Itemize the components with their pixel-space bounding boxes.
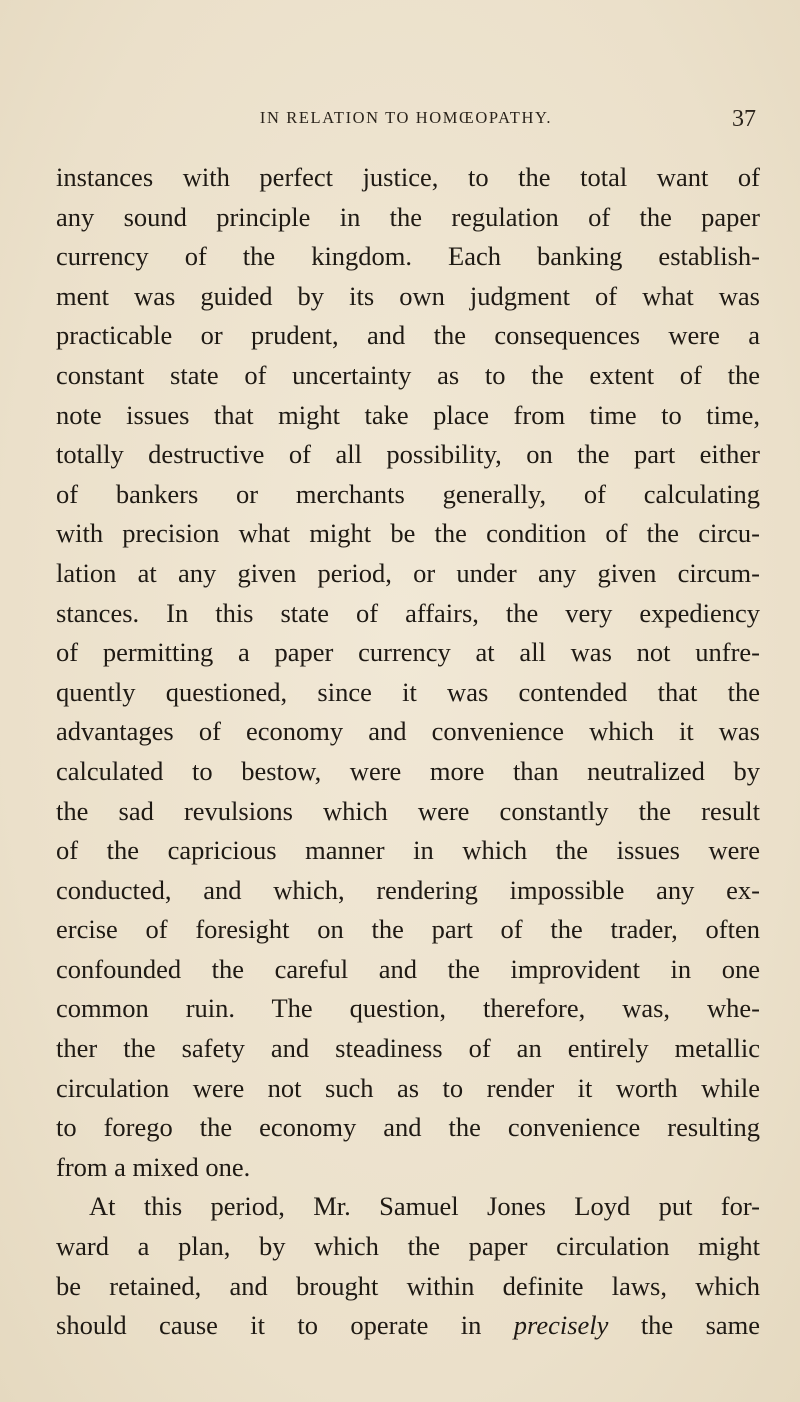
- text-line: quently questioned, since it was contended that the: [56, 676, 760, 707]
- final-line-after: the same: [640, 1310, 761, 1341]
- text-line: any sound principle in the regulation of the paper: [56, 201, 760, 232]
- text-line: be retained, and brought within definite laws, which: [56, 1270, 760, 1301]
- text-line: calculated to bestow, were more than neutralized by: [56, 755, 760, 786]
- body-text: [56, 158, 760, 1346]
- paragraph-end-line: from a mixed one.: [56, 1151, 251, 1182]
- text-line: currency of the kingdom. Each banking establish-: [56, 241, 760, 272]
- text-line: note issues that might take place from time to time,: [56, 399, 760, 430]
- text-line: stances. In this state of affairs, the very expediency: [56, 597, 760, 628]
- text-line: of bankers or merchants generally, of calculating: [56, 478, 760, 509]
- text-line: ment was guided by its own judgment of what was: [56, 280, 760, 311]
- text-line: ercise of foresight on the part of the trader, often: [56, 914, 760, 945]
- text-line: common ruin. The question, therefore, was, whe-: [56, 993, 760, 1024]
- text-line: ward a plan, by which the paper circulation might: [56, 1231, 760, 1262]
- text-line: practicable or prudent, and the consequences were a: [56, 320, 760, 351]
- running-head: [56, 106, 756, 136]
- running-title: IN RELATION TO HOMŒOPATHY.: [259, 108, 553, 127]
- text-line: lation at any given period, or under any given circum-: [56, 557, 760, 588]
- text-line: the sad revulsions which were constantly the result: [56, 795, 760, 826]
- text-line: ther the safety and steadiness of an entirely metallic: [56, 1033, 760, 1064]
- final-text-line: [56, 1306, 760, 1346]
- text-line: instances with perfect justice, to the total want of: [56, 162, 760, 192]
- final-line-before: should cause it to operate in: [56, 1310, 482, 1341]
- paragraph-start-line: At this period, Mr. Samuel Jones Loyd put for-: [89, 1191, 760, 1222]
- text-line: of the capricious manner in which the issues were: [56, 835, 760, 866]
- text-line: to forego the economy and the convenience resulting: [56, 1112, 760, 1143]
- text-line: circulation were not such as to render it worth while: [56, 1072, 760, 1103]
- text-line: constant state of uncertainty as to the extent of the: [56, 359, 760, 390]
- text-line: totally destructive of all possibility, on the part either: [56, 439, 760, 470]
- text-line: advantages of economy and convenience which it was: [56, 716, 760, 747]
- page-number: 37: [732, 106, 756, 132]
- text-line: with precision what might be the condition of the circu-: [56, 518, 760, 549]
- text-line: of permitting a paper currency at all was not unfre-: [56, 637, 760, 668]
- text-line: confounded the careful and the improvident in one: [56, 953, 760, 984]
- text-line: conducted, and which, rendering impossible any ex-: [56, 874, 760, 905]
- emphasis-precisely: precisely: [513, 1310, 609, 1341]
